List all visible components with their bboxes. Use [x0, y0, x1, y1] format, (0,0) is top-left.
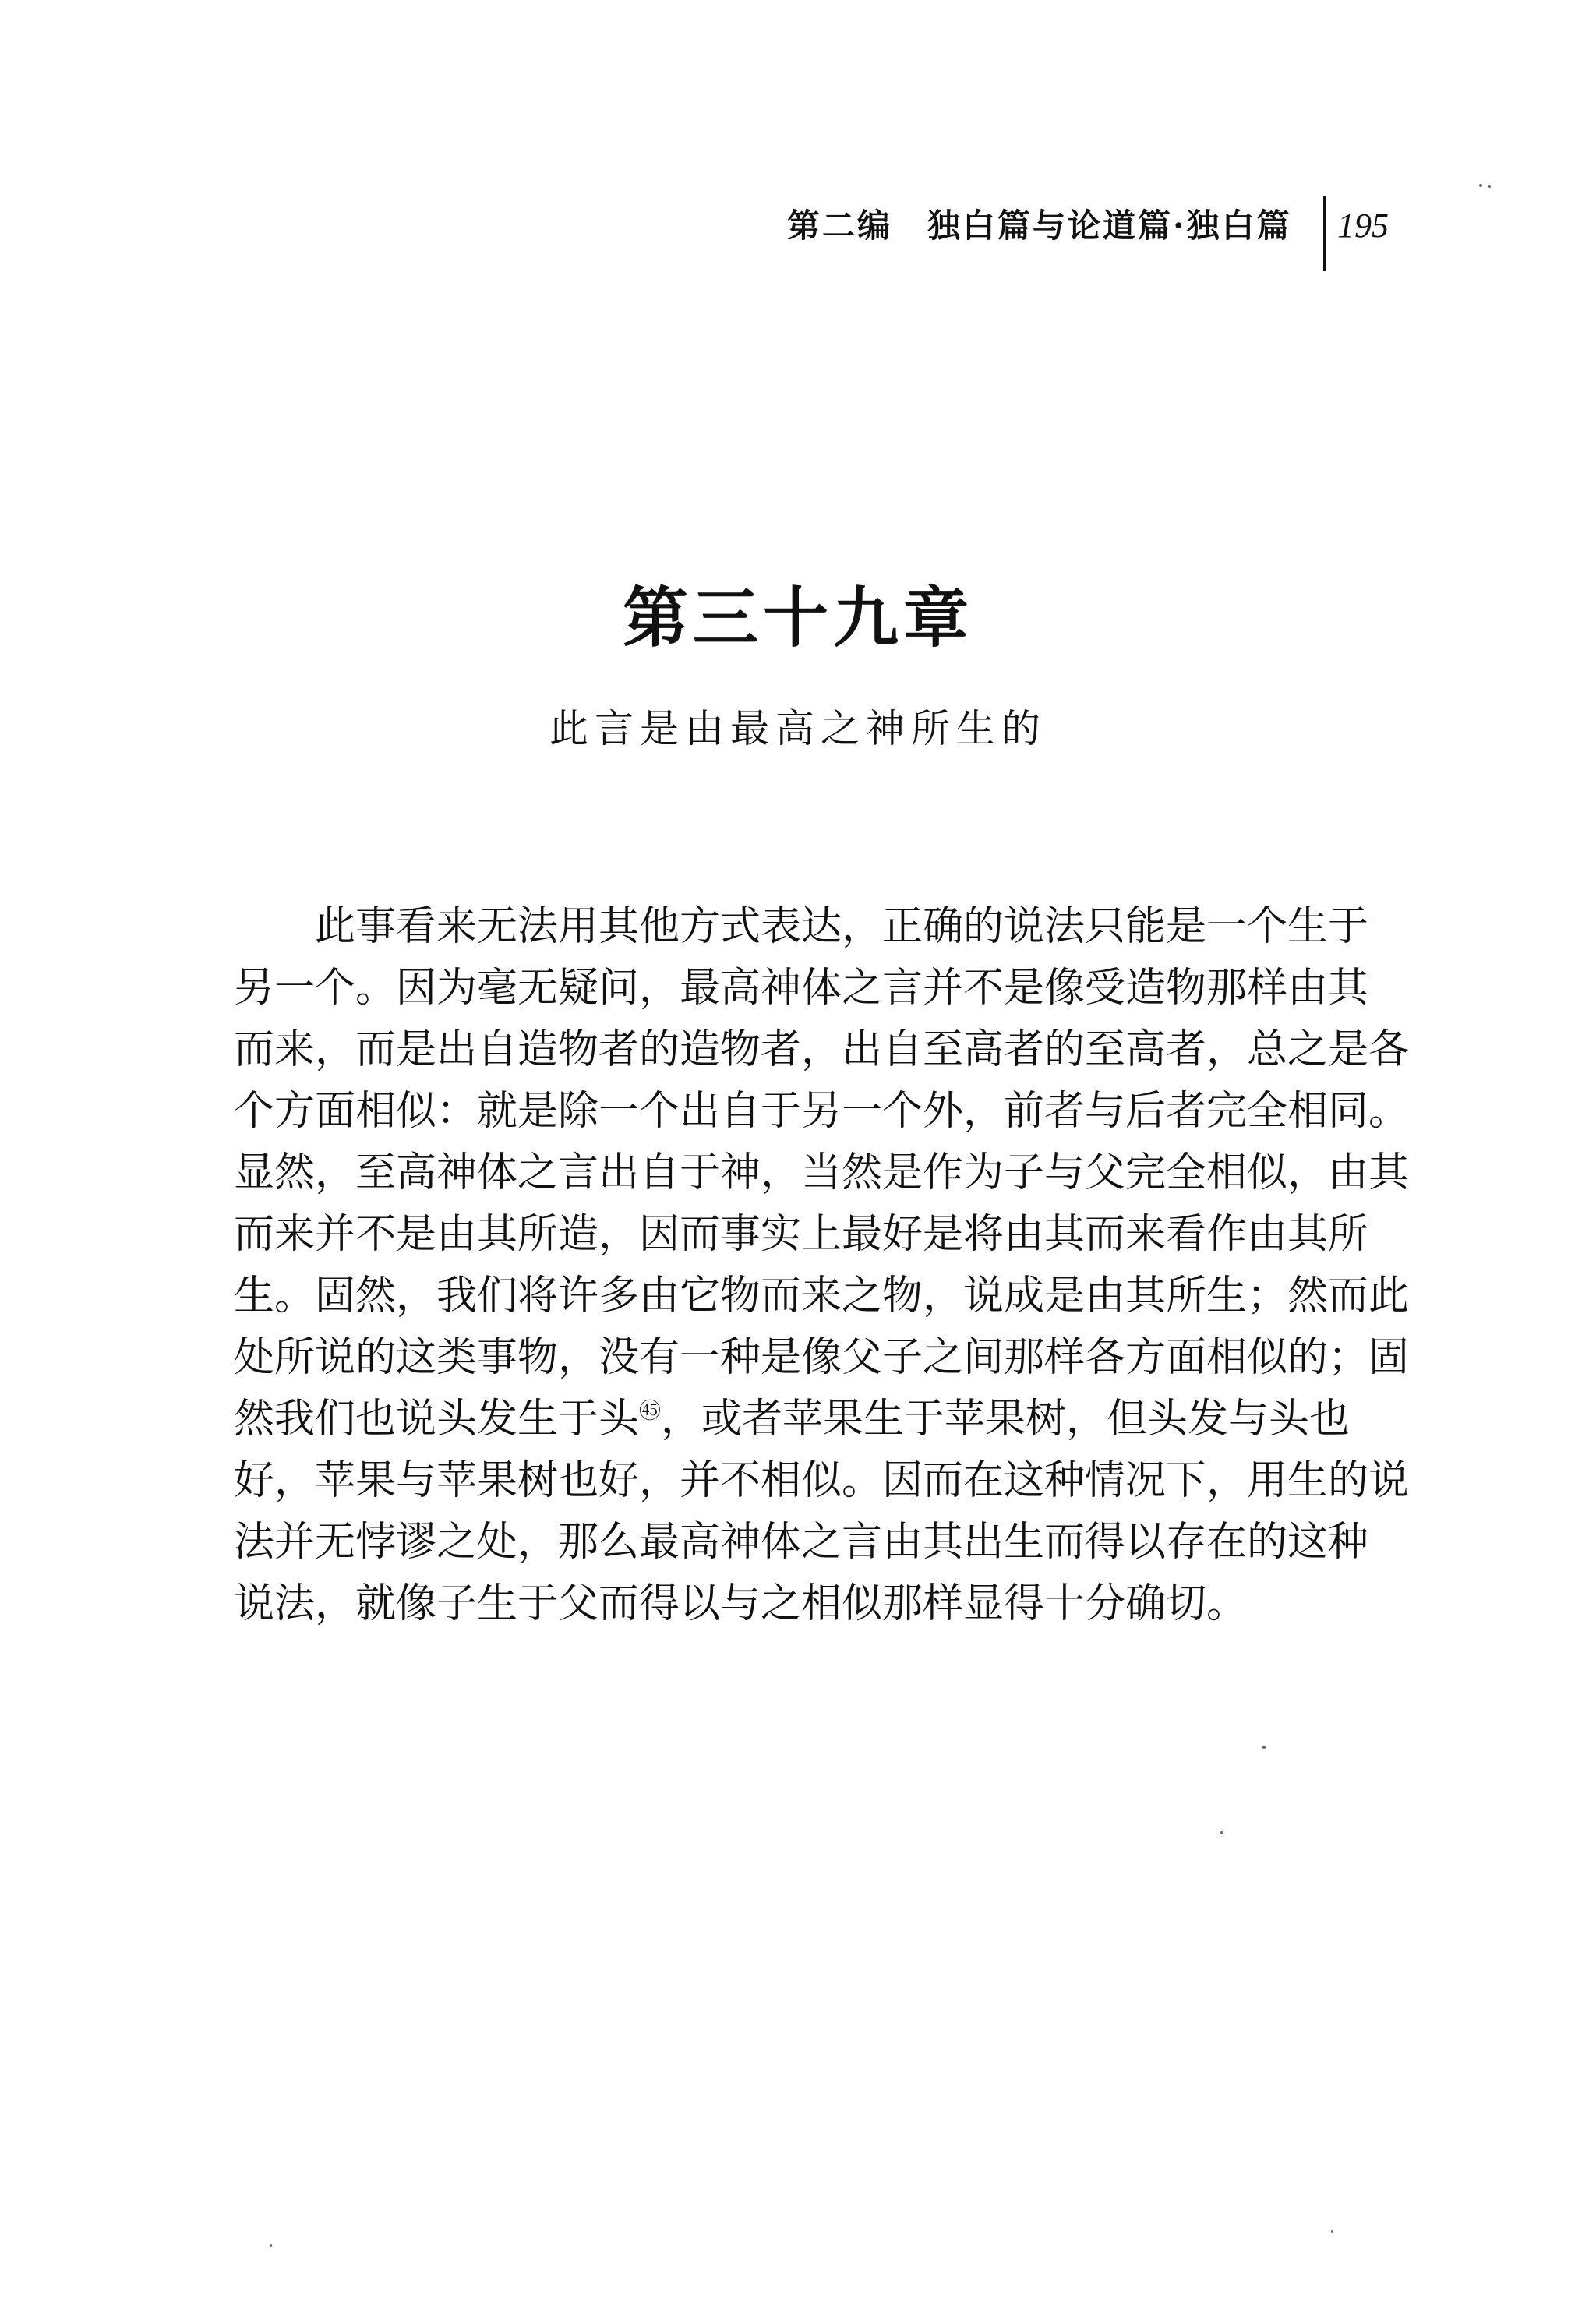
- scan-speck: [1262, 1746, 1266, 1749]
- scan-speck: [270, 2244, 272, 2247]
- text-line: 此事看来无法用其他方式表达，正确的说法只能是一个生于: [315, 903, 1369, 950]
- scan-speck: [1479, 184, 1482, 187]
- text-line: 好，苹果与苹果树也好，并不相似。因而在这种情况下，用生的说: [234, 1457, 1410, 1504]
- body-paragraph: [234, 896, 1426, 1635]
- text-line: 而来并不是由其所造，因而事实上最好是将由其而来看作由其所: [234, 1211, 1369, 1258]
- scan-speck: [1220, 1831, 1223, 1834]
- section-title: 独白篇与论道篇·独白篇: [927, 207, 1292, 245]
- text-line: 另一个。因为毫无疑问，最高神体之言并不是像受造物那样由其: [234, 965, 1369, 1012]
- text-line: 生。固然，我们将许多由它物而来之物，说成是由其所生；然而此: [234, 1273, 1410, 1319]
- text-segment: ，或者苹果生于苹果树，但头发与头也: [661, 1396, 1351, 1442]
- text-line: 法并无悖谬之处，那么最高神体之言由其出生而得以存在的这种: [234, 1519, 1369, 1566]
- text-line: 显然，至高神体之言出自于神，当然是作为子与父完全相似，由其: [234, 1149, 1410, 1196]
- text-segment: 然我们也说头发生于头: [234, 1396, 640, 1442]
- chapter-heading: 第三十九章: [622, 579, 973, 656]
- page-number: 195: [1337, 207, 1389, 245]
- scan-speck: [1488, 185, 1491, 188]
- running-header: [772, 196, 1418, 271]
- chapter-subtitle: 此言是由最高之神所生的: [549, 706, 1047, 751]
- scan-speck: [1331, 2230, 1333, 2233]
- text-line-with-note: [234, 1389, 1426, 1450]
- text-line: 而来，而是出自造物者的造物者，出自至高者的至高者，总之是各: [234, 1026, 1410, 1073]
- header-divider: [1323, 196, 1326, 271]
- text-line: 说法，就像子生于父而得以与之相似那样显得十分确切。: [234, 1580, 1248, 1627]
- text-line: 处所说的这类事物，没有一种是像父子之间那样各方面相似的；固: [234, 1334, 1410, 1381]
- text-line: 个方面相似：就是除一个出自于另一个外，前者与后者完全相同。: [234, 1088, 1410, 1135]
- part-label: 第二编: [787, 207, 893, 245]
- footnote-marker[interactable]: ㊺: [639, 1397, 662, 1424]
